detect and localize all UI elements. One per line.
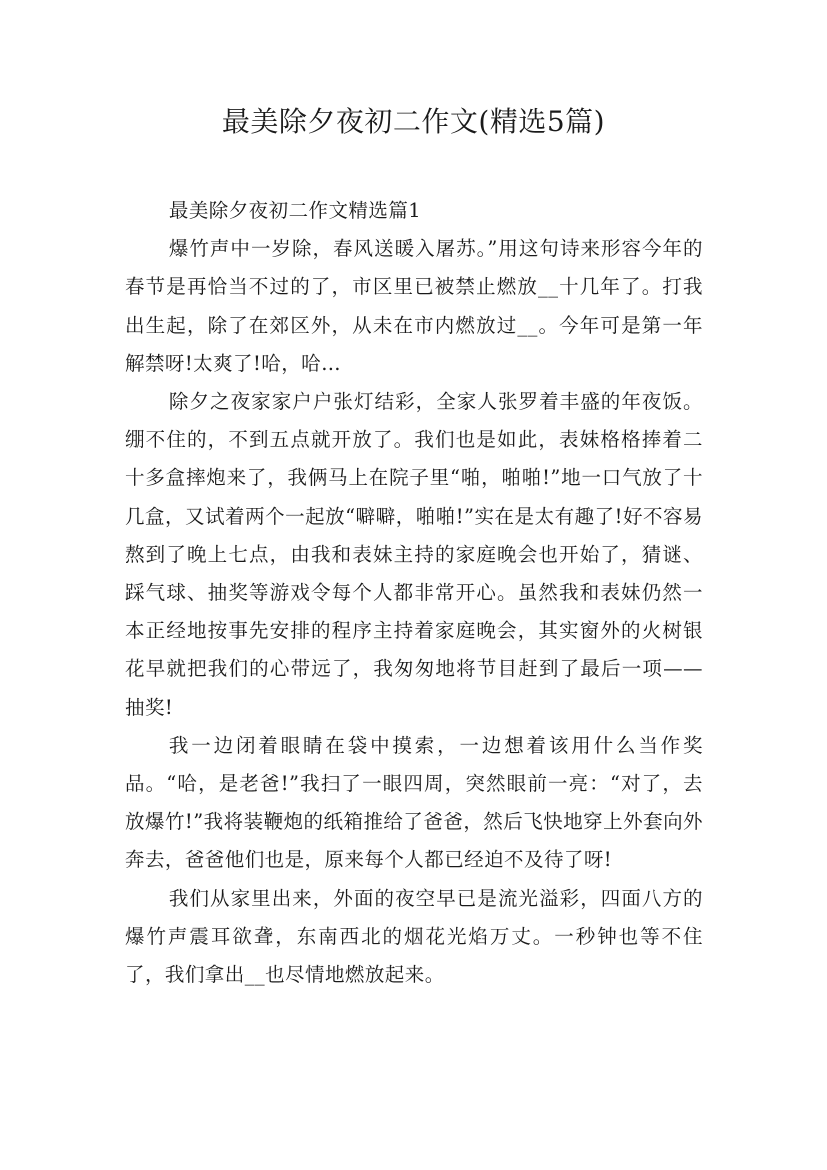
paragraph-3: 我一边闭着眼睛在袋中摸索，一边想着该用什么当作奖品。“哈，是老爸!”我扫了一眼四周，突然眼前一亮：“对了，去放爆竹!”我将装鞭炮的纸箱推给了爸爸，然后飞快地穿上外套向外奔去，爸爸他们也是，原来每个人都已经迫不及待了呀!	[125, 733, 703, 872]
paragraph-4: 我们从家里出来，外面的夜空早已是流光溢彩，四面八方的爆竹声震耳欲聋，东南西北的烟花光焰万丈。一秒钟也等不住了，我们拿出__也尽情地燃放起来。	[125, 886, 703, 987]
document-title: 最美除夕夜初二作文(精选5篇)	[221, 105, 606, 138]
section-heading: 最美除夕夜初二作文精选篇1	[168, 199, 422, 222]
paragraph-1: 爆竹声中一岁除，春风送暖入屠苏。”用这句诗来形容今年的春节是再恰当不过的了，市区里已被禁止燃放__十几年了。打我出生起，除了在郊区外，从未在市内燃放过__。今年可是第一年解禁呀!太爽了!哈，哈…	[125, 237, 703, 375]
paragraph-2: 除夕之夜家家户户张灯结彩，全家人张罗着丰盛的年夜饭。绷不住的，不到五点就开放了。我们也是如此，表妹格格捧着二十多盒摔炮来了，我俩马上在院子里“啪，啪啪!”地一口气放了十几盒，又试着两个一起放“噼噼，啪啪!”实在是太有趣了!好不容易熬到了晚上七点，由我和表妹主持的家庭晚会也开始了，猜谜、踩气球、抽奖等游戏令每个人都非常开心。虽然我和表妹仍然一本正经地按事先安排的程序主持着家庭晚会，其实窗外的火树银花早就把我们的心带远了，我匆匆地将节目赶到了最后一项——抽奖!	[125, 390, 703, 719]
document-body	[125, 192, 703, 994]
